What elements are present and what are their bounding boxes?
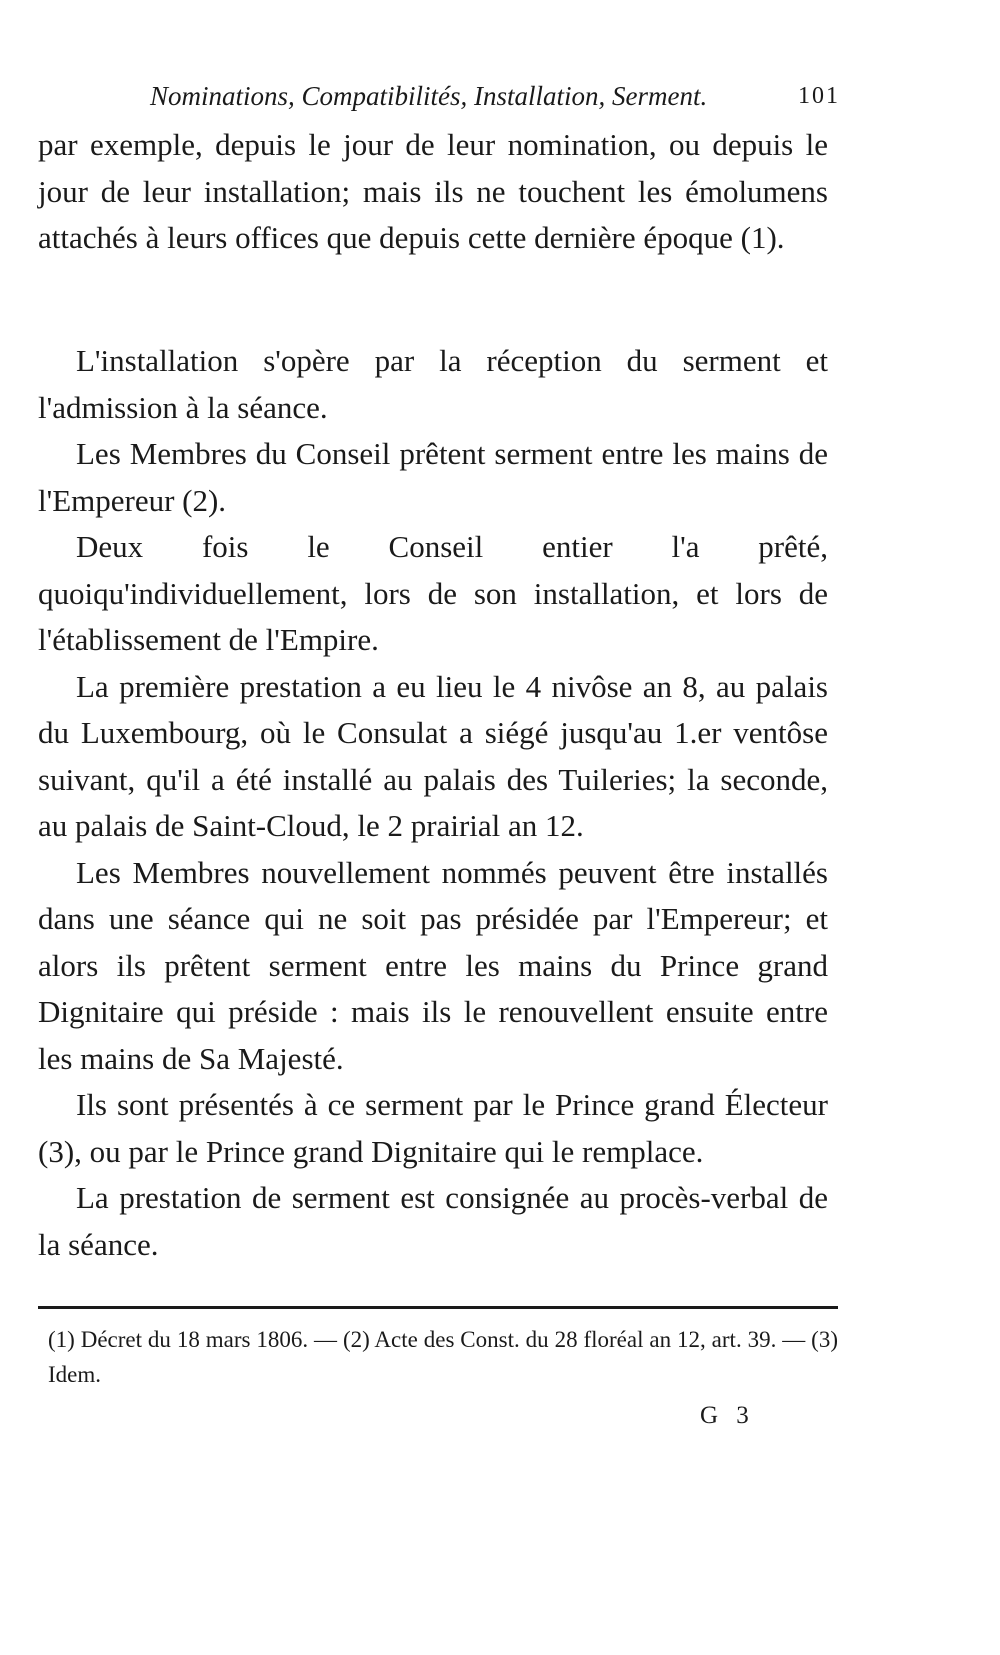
paragraph-presentation: Ils sont présentés à ce serment par le Prince grand Électeur (3), ou par le Prince grand Dignitaire qui le remplace. bbox=[38, 1087, 828, 1169]
continuation-paragraph: par exemple, depuis le jour de leur nomination, ou depuis le jour de leur installation; mais ils ne touchent les émolumens attachés à leurs offices que depuis cette dernière époque (1). bbox=[38, 127, 828, 255]
paragraph-record: La prestation de serment est consignée au procès-verbal de la séance. bbox=[38, 1180, 828, 1262]
paragraph-oath-members: Les Membres du Conseil prêtent serment entre les mains de l'Empereur (2). bbox=[38, 436, 828, 518]
footnote-divider bbox=[38, 1306, 838, 1309]
paragraph-council-oath: Deux fois le Conseil entier l'a prêté, quoiqu'individuellement, lors de son installation, et lors de l'établissement de l'Empire. bbox=[38, 529, 828, 657]
signature-mark: G 3 bbox=[700, 1402, 755, 1429]
main-text bbox=[38, 338, 828, 1268]
running-title: Nominations, Compatibilités, Installation, Serment. bbox=[150, 81, 708, 111]
paragraph-first-oath: La première prestation a eu lieu le 4 nivôse an 8, au palais du Luxembourg, où le Consulat a siégé jusqu'au 1.er ventôse suivant, qu'il a été installé au palais des Tuileries; la seconde, au palais de Saint-Cloud, le 2 prairial an 12. bbox=[38, 668, 828, 843]
footnote-text: (1) Décret du 18 mars 1806. — (2) Acte des Const. du 28 floréal an 12, art. 39. — (3) Idem. bbox=[48, 1327, 838, 1387]
footnotes bbox=[48, 1322, 838, 1392]
paragraph-new-members: Les Membres nouvellement nommés peuvent être installés dans une séance qui ne soit pas présidée par l'Empereur; et alors ils prêtent serment entre les mains du Prince grand Dignitaire qui préside : mais ils le renouvellent ensuite entre les mains de Sa Majesté. bbox=[38, 854, 828, 1076]
continuation-block bbox=[38, 122, 828, 262]
paragraph-installation: L'installation s'opère par la réception du serment et l'admission à la séance. bbox=[38, 343, 828, 425]
page-number: 101 bbox=[798, 83, 840, 109]
running-head bbox=[150, 78, 840, 114]
